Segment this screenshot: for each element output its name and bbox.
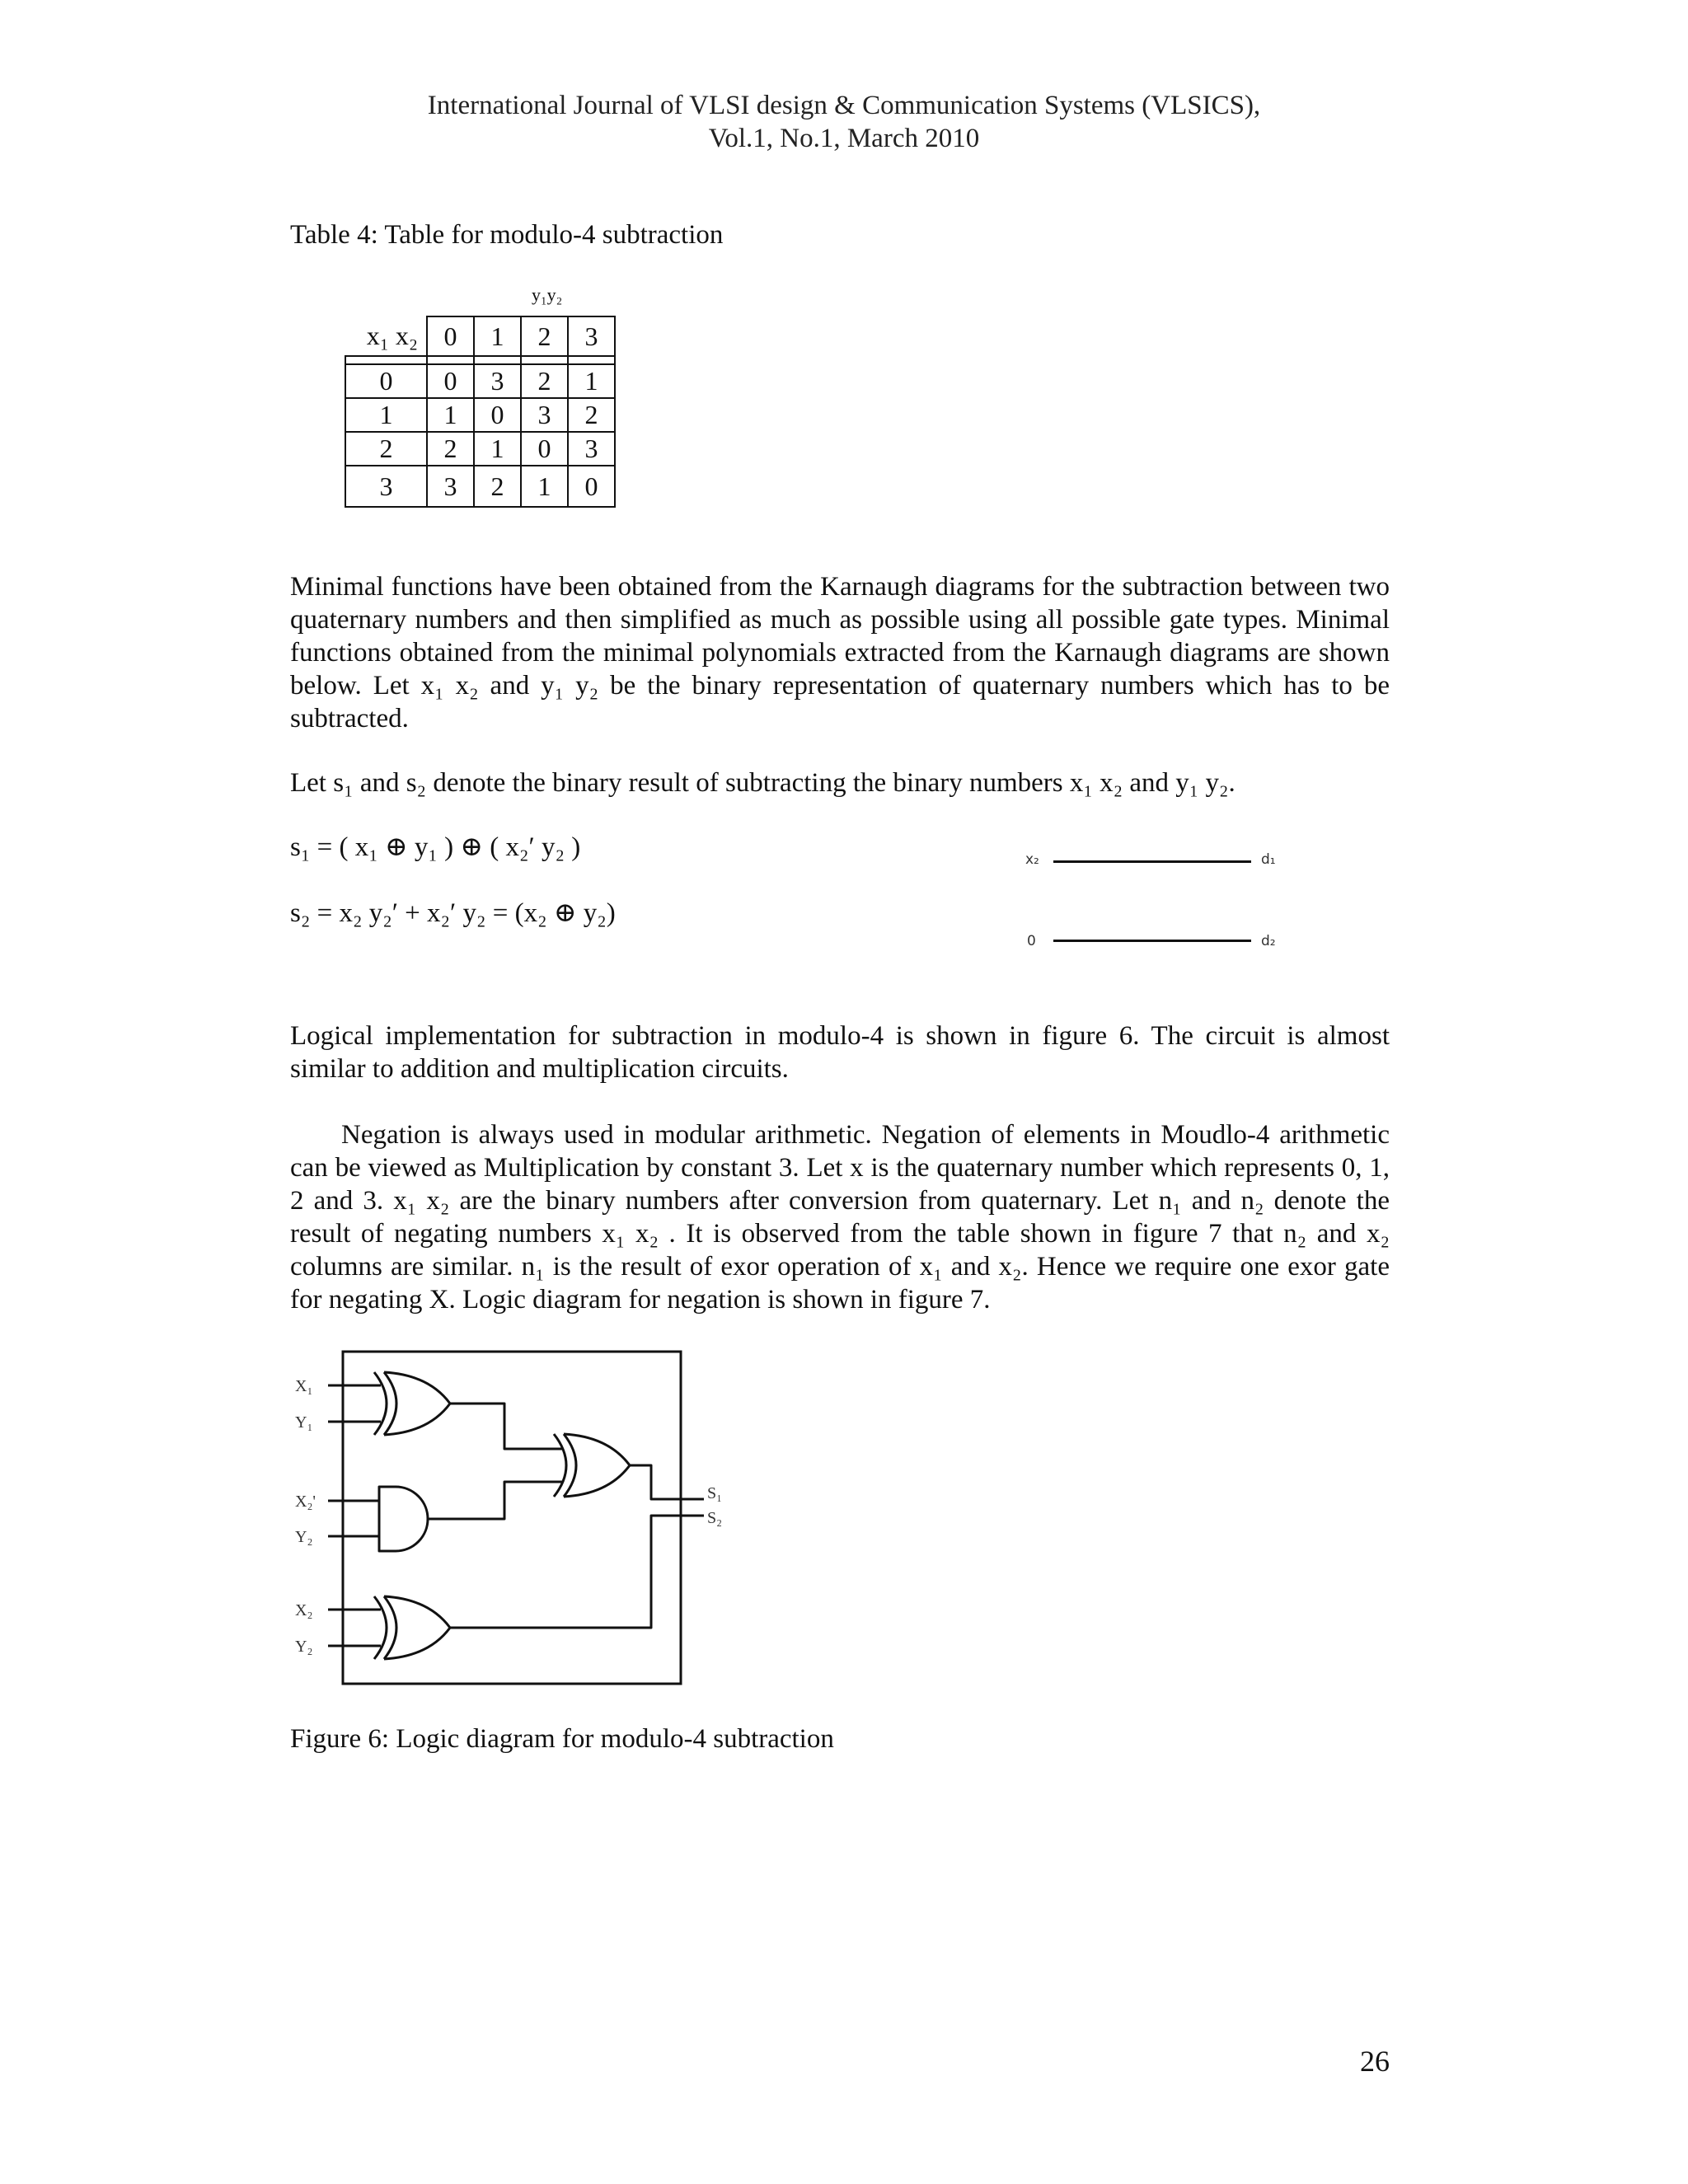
input-label-y2: Y₂ [295,1528,313,1546]
wire-line-top [1053,860,1251,863]
journal-header-line2: Vol.1, No.1, March 2010 [708,124,980,153]
table-cell: 0 [427,364,474,398]
input-label-y2-second: Y₂ [295,1638,313,1656]
wire-input-zero: 0 [1027,933,1036,949]
input-label-y1: Y₁ [295,1413,313,1432]
wire-output-d1: d₁ [1261,851,1276,868]
xor-gate-2 [554,1434,630,1497]
table-row-group-label: x₁ x₂ [345,316,427,356]
journal-header-line1: International Journal of VLSI design & Communication Systems (VLSICS), [427,91,1261,120]
equation-s2: s₂ = x₂ y₂′ + x₂′ y₂ = (x₂ ⊕ y₂) [290,898,616,928]
wire-and-to-xor2 [428,1482,562,1519]
paragraph-logical-implementation: Logical implementation for subtraction in modulo-4 is shown in figure 6. The circuit is almost similar to addition and multiplication circuits. [290,1021,1390,1084]
table-cell: 3 [568,432,615,466]
table-cell: 3 [474,364,521,398]
input-label-x2: X₂ [295,1601,313,1619]
row-label: 1 [345,398,427,432]
figure-caption: Figure 6: Logic diagram for modulo-4 subtraction [290,1724,834,1754]
table-row [345,364,615,398]
and-gate [379,1487,428,1551]
input-label-x2-prime: X₂' [295,1493,316,1511]
output-label-s2: S₂ [707,1509,723,1527]
table-cell: 2 [427,432,474,466]
col-header: 2 [521,316,568,356]
wire-line-bottom [1053,940,1251,942]
table-cell: 1 [521,466,568,507]
xor-gate-1 [374,1372,450,1435]
paragraph-negation: Negation is always used in modular arithmetic. Negation of elements in Moudlo-4 arithmetic can be viewed as Multiplication by constant 3. Let x is the quaternary number which represents 0, 1, 2 and 3. x₁ x₂ are the binary numbers after conversion from quaternary. Let n₁ and n₂ denote the result of negating numbers x₁ x₂ . It is observed from the table shown in figure 7 that n₂ and x₂ columns are similar. n₁ is the result of exor operation of x₁ and x₂. Hence we require one exor gate for negating X. Logic diagram for negation is shown in figure 7. [290,1120,1390,1315]
table-row [345,432,615,466]
table-col-group-label: y₁y₂ [532,284,563,305]
table-row [345,398,615,432]
row-label: 0 [345,364,427,398]
wire-output-d2: d₂ [1261,933,1276,949]
output-label-s1: S₁ [707,1484,723,1502]
table-cell: 3 [521,398,568,432]
col-header: 0 [427,316,474,356]
table-cell: 0 [568,466,615,507]
wire-input-x2: x₂ [1025,851,1039,868]
table-cell: 2 [521,364,568,398]
table-cell: 2 [474,466,521,507]
table-cell: 3 [427,466,474,507]
table-cell: 1 [474,432,521,466]
input-label-x1: X₁ [295,1377,313,1395]
paragraph-minimal-functions: Minimal functions have been obtained from the Karnaugh diagrams for the subtraction between two quaternary numbers and then simplified as much as possible using all possible gate types. Minimal functions obtained from the minimal polynomials extracted from the Karnaugh diagrams are shown below. Let x₁ x₂ and y₁ y₂ be the binary representation of quaternary numbers which has to be subtracted. [290,572,1390,733]
wire-xor3-to-s2 [450,1516,681,1628]
table-header-row [345,316,615,356]
row-label: 3 [345,466,427,507]
wire-xor1-to-xor2 [450,1404,562,1449]
figure-frame [343,1352,681,1684]
table-caption: Table 4: Table for modulo-4 subtraction [290,220,724,250]
page-number: 26 [1360,2045,1390,2078]
col-header: 1 [474,316,521,356]
table-cell: 2 [568,398,615,432]
table-cell: 0 [521,432,568,466]
wire-diagram [1022,841,1294,964]
logic-diagram-figure [288,1342,750,1692]
equation-s1: s₁ = ( x₁ ⊕ y₁ ) ⊕ ( x₂′ y₂ ) [290,832,581,862]
xor-gate-3 [374,1596,450,1659]
col-header: 3 [568,316,615,356]
wire-xor2-to-s1 [630,1465,681,1499]
table-cell: 1 [568,364,615,398]
table-cell: 1 [427,398,474,432]
row-label: 2 [345,432,427,466]
table-cell: 0 [474,398,521,432]
modulo4-subtraction-table [345,316,616,508]
table-row [345,466,615,507]
paragraph-s1-s2-definition: Let s₁ and s₂ denote the binary result of subtracting the binary numbers x₁ x₂ and y₁ y₂. [290,768,1236,798]
